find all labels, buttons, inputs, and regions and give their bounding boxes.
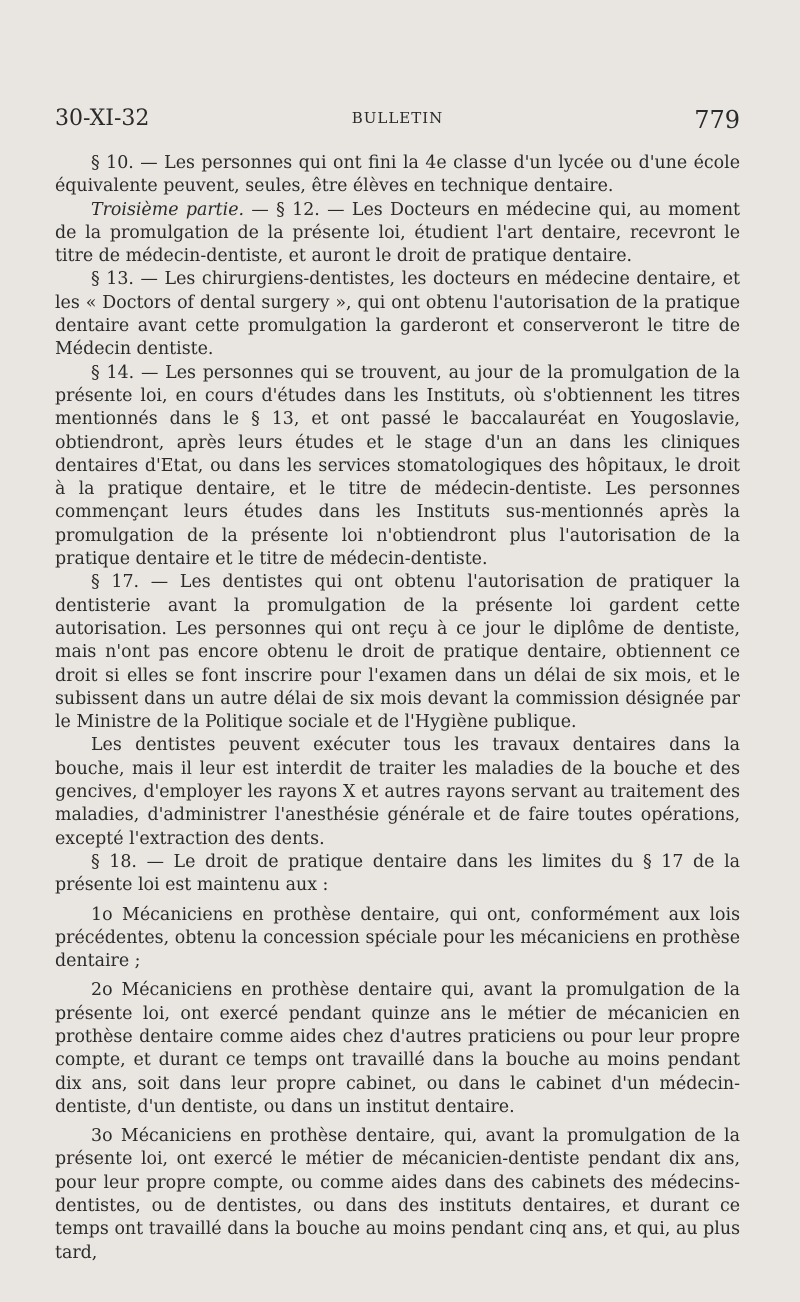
running-header (55, 106, 740, 136)
paragraph-section-12-text: — § 12. — Les Docteurs en médecine qui, au moment de la promulgation de la présente loi, étudient l'art dentaire, recevront le titre de médecin-dentiste, et auront le droit de pratique dentaire. (55, 199, 741, 267)
paragraph-section-17-continued: Les dentistes peuvent exécuter tous les travaux dentaires dans la bouche, mais il leur est interdit de traiter les maladies de la bouche et des gencives, d'employer les rayons X et autres rayons servant au traitement des maladies, d'administrer l'anesthésie générale et de faire toutes opérations, excepté l'extraction des dents. (55, 735, 740, 849)
paragraph-section-12 (55, 199, 740, 269)
paragraph-section-14: § 14. — Les personnes qui se trouvent, au jour de la promulgation de la présente loi, en cours d'études dans les Instituts, où s'obtiennent les titres mentionnés dans le § 13, et ont passé le baccalauréat en Yougoslavie, obtiendront, après leurs études et le stage d'un an dans les cliniques dentaires d'Etat, ou dans les services stomatologiques des hôpitaux, le droit à la pratique dentaire, et le titre de médecin-dentiste. Les personnes commençant leurs études dans les Instituts sus-mentionnés après la promulgation de la présente loi n'obtiendront plus l'autorisation de la pratique dentaire et le titre de médecin-dentiste. (55, 362, 740, 570)
body-text (55, 152, 740, 1265)
paragraph-section-18: § 18. — Le droit de pratique dentaire dans les limites du § 17 de la présente loi est maintenu aux : (55, 851, 740, 896)
header-title: BULLETIN (351, 109, 444, 127)
paragraph-section-10: § 10. — Les personnes qui ont fini la 4e classe d'un lycée ou d'une école équivalente peuvent, seules, être élèves en technique dentaire. (55, 153, 740, 197)
header-date: 30-XI-32 (55, 106, 150, 131)
paragraph-section-13: § 13. — Les chirurgiens-dentistes, les docteurs en médecine dentaire, et les « Doctors of dental surgery », qui ont obtenu l'autorisation de la pratique dentaire avant cette promulgation la garderont et conserveront le titre de Médecin dentiste. (55, 269, 740, 360)
paragraph-section-17: § 17. — Les dentistes qui ont obtenu l'autorisation de pratiquer la dentisterie avant la promulgation de la présente loi gardent cette autorisation. Les personnes qui ont reçu à ce jour le diplôme de dentiste, mais n'ont pas encore obtenu le droit de pratique dentaire, obtiennent ce droit si elles se font inscrire pour l'examen dans un délai de six mois, et le subissent dans un autre délai de six mois devant la commission désignée par le Ministre de la Politique sociale et de l'Hygiène publique. (55, 572, 740, 733)
part-heading: Troisième partie. (91, 199, 245, 220)
list-item-1: 1o Mécaniciens en prothèse dentaire, qui ont, conformément aux lois précédentes, obtenu la concession spéciale pour les mécaniciens en prothèse dentaire ; (55, 904, 740, 972)
list-item-2: 2o Mécaniciens en prothèse dentaire qui, avant la promulgation de la présente loi, ont exercé pendant quinze ans le métier de mécanicien en prothèse dentaire comme aides chez d'autres praticiens ou pour leur propre compte, et durant ce temps ont travaillé dans la bouche au moins pendant dix ans, soit dans leur propre cabinet, ou dans le cabinet d'un médecin-dentiste, d'un dentiste, ou dans un institut dentaire. (55, 980, 740, 1117)
page-number: 779 (694, 106, 740, 134)
list-item-3: 3o Mécaniciens en prothèse dentaire, qui, avant la promulgation de la présente loi, ont exercé le métier de mécanicien-dentiste pendant dix ans, pour leur propre compte, ou comme aides dans des cabinets des médecins-dentistes, ou de dentistes, ou dans des instituts dentaires, et durant ce temps ont travaillé dans la bouche au moins pendant cinq ans, et qui, au plus tard, (55, 1126, 740, 1263)
